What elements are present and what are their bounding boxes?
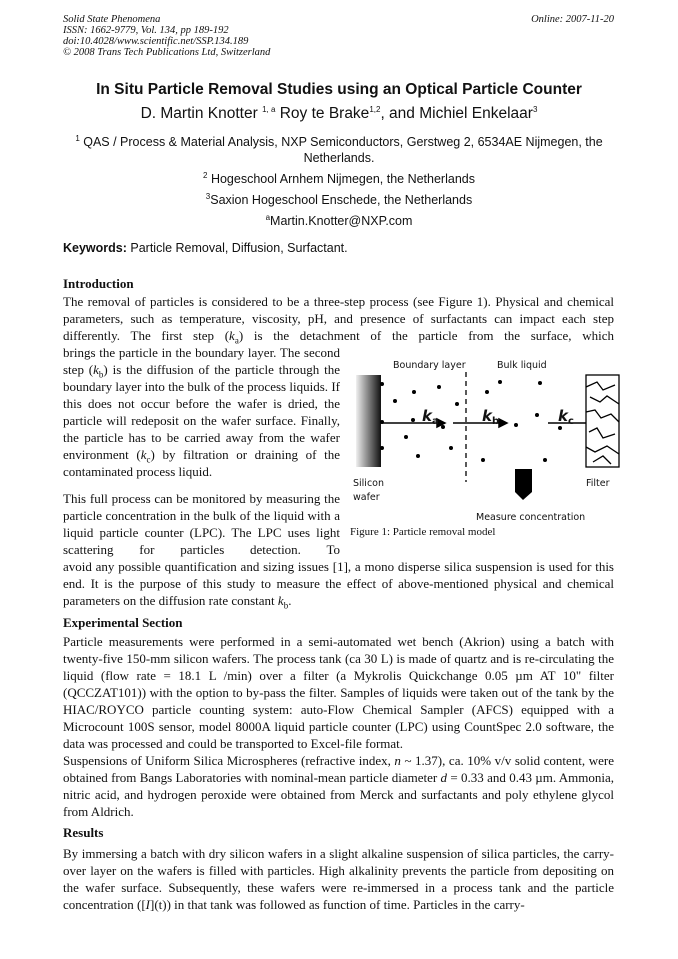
aff-sup: 1 [75,133,80,143]
label-boundary-layer: Boundary layer [393,360,466,371]
affiliation-2 [63,171,615,187]
text: ](t)) in that tank was followed as function of time. Particles in the carry- [150,897,525,912]
label-measure: Measure concentration [476,512,586,523]
copyright: © 2008 Trans Tech Publications Ltd, Switzerland [63,47,271,58]
sym: k [277,593,284,608]
figure-caption: Figure 1: Particle removal model [350,526,496,538]
sym: n [394,753,401,768]
sym: k [93,362,99,377]
text: By immersing a batch with dry silicon wafers in a slight alkaline suspension of silica particles, the carry-over layer on the wafers is filled with particles. High alkalinity prevents the particle from depositing on the wafer surface. Subsequently, these wafers were re-immersed in a process tank and the particle concentration ([ [63,846,614,912]
label-kb-sub: b [492,416,500,427]
author-sup: 1, a [262,104,276,114]
paragraph: This full process can be monitored by measuring the particle concentration in the bulk of the liquid with a liquid particle counter (LPC). The LPC uses light scattering for particles detection. To [63,491,340,557]
measure-probe-shape [515,469,532,500]
particles [380,380,562,462]
label-silicon: Silicon [353,478,385,489]
journal-name: Solid State Phenomena [63,14,161,25]
text: brings the particle in the boundary layer. The second step ( [63,345,340,377]
section-heading-results: Results [63,825,104,840]
author: , and Michiel Enkelaar [380,105,533,122]
label-bulk-liquid: Bulk liquid [497,360,547,371]
keywords-text: Particle Removal, Diffusion, Surfactant. [126,241,348,255]
sym: b [98,369,104,380]
text: . [288,593,292,608]
text: The removal of particles is considered to be a three-step process (see Figure 1). Physical and chemical parameters, such as temperature, viscosity, pH, and presence of surfactants can impact each step differently. The first step ( [63,294,614,343]
paragraph [63,752,614,820]
paragraph [63,293,614,344]
paper-title: In Situ Particle Removal Studies using an Optical Particle Counter [96,81,582,98]
authors [0,105,678,123]
author: Roy te Brake [275,105,370,122]
author-sup: 1,2 [369,104,381,114]
paragraph: Particle measurements were performed in a semi-automated wet bench (Akrion) using a batch with twenty-five 150-mm silicon wafers. The process tank (ca 30 L) is made of quartz and is re-circulating the liquid (flow rate = 18.1 L /min) over a filter (a Mykrolis Quickchange 0.05 µm AT 10" filter (QCCZAT101)) with the option to by-pass the filter. Samples of liquids were taken out of the tank by the HIAC/ROYCO particle counting system: auto-Flow Chemical Sampler (AFCS) equipped with a Microcount 100S sensor, model 8000A liquid particle counter (LPC) using CountSpec 2.0 software, the data was processed and could be transported to Excel-file format. [63,634,614,751]
author-sup: 3 [532,104,538,114]
sym: k [229,328,235,343]
label-kc-sub: c [568,416,574,427]
label-kc: k [558,407,568,425]
sym: k [140,447,147,462]
aff-text: QAS / Process & Material Analysis, NXP Semiconductors, Gerstweg 2, 6534AE Nijmegen, the Netherlands. [79,135,603,165]
aff-text: Hogeschool Arnhem Nijmegen, the Netherlands [207,172,475,186]
aff-sup: 3 [205,191,211,201]
section-heading-experimental: Experimental Section [63,615,183,630]
author: D. Martin Knotter [140,105,263,122]
label-ka-sub: a [432,416,439,427]
text: = 0.33 and 0.43 µm. Ammonia, nitric acid, and hydrogen peroxide were obtained from Merck and surfactants and poly ethylene glycol from Aldrich. [63,770,615,819]
label-ka: k [422,407,432,425]
paragraph [63,845,614,913]
email [63,213,615,229]
text: avoid any possible quantification and sizing issues [1], a mono disperse silica suspension is used for this end. It is the purpose of this study to measure the effect of above-mentioned physical and chemical parameters on the diffusion rate constant [63,559,614,608]
paragraph [63,558,614,609]
online-date: Online: 2007-11-20 [531,14,614,25]
text: Suspensions of Uniform Silica Microspheres (refractive index, [63,753,395,768]
label-kb: k [482,407,492,425]
doi-link[interactable]: doi:10.4028/www.scientific.net/SSP.134.189 [63,36,249,47]
keywords [63,241,348,255]
text: ) is the detachment of the particle from the surface, which [238,328,614,343]
filter-shape [586,375,619,467]
label-wafer: wafer [353,492,380,503]
text: ) by filtration or draining of the contaminated process liquid. [63,447,340,479]
text: ~ 1.37), ca. 10% v/v solid content, were obtained from Bangs Laboratories with nominal-mean particle diameter [63,753,614,785]
email-link[interactable]: Martin.Knotter@NXP.com [270,214,413,228]
affiliation-1 [63,134,615,166]
sym: c [146,454,151,465]
affiliation-3 [63,192,615,208]
silicon-wafer-shape [356,375,381,467]
sym: I [145,897,150,912]
figure-particle-removal-model [345,352,620,547]
aff-sup: a [265,212,271,222]
issn: ISSN: 1662-9779, Vol. 134, pp 189-192 [63,25,229,36]
sym: b [283,600,289,611]
keywords-label: Keywords: [63,241,127,255]
label-filter: Filter [586,478,610,489]
sym: a [234,335,239,346]
aff-text: Saxion Hogeschool Enschede, the Netherlands [210,193,473,207]
paragraph [63,344,340,480]
section-heading-introduction: Introduction [63,276,134,291]
text: ) is the diffusion of the particle through the boundary layer into the bulk of the process liquids. If this does not occur before the wafer is dried, the particle will redeposit on the wafer surface. Finally, the particle has to be carried away from the wafer environment ( [63,362,340,462]
journal-header [63,14,270,58]
sym: d [440,770,448,785]
aff-sup: 2 [203,170,208,180]
